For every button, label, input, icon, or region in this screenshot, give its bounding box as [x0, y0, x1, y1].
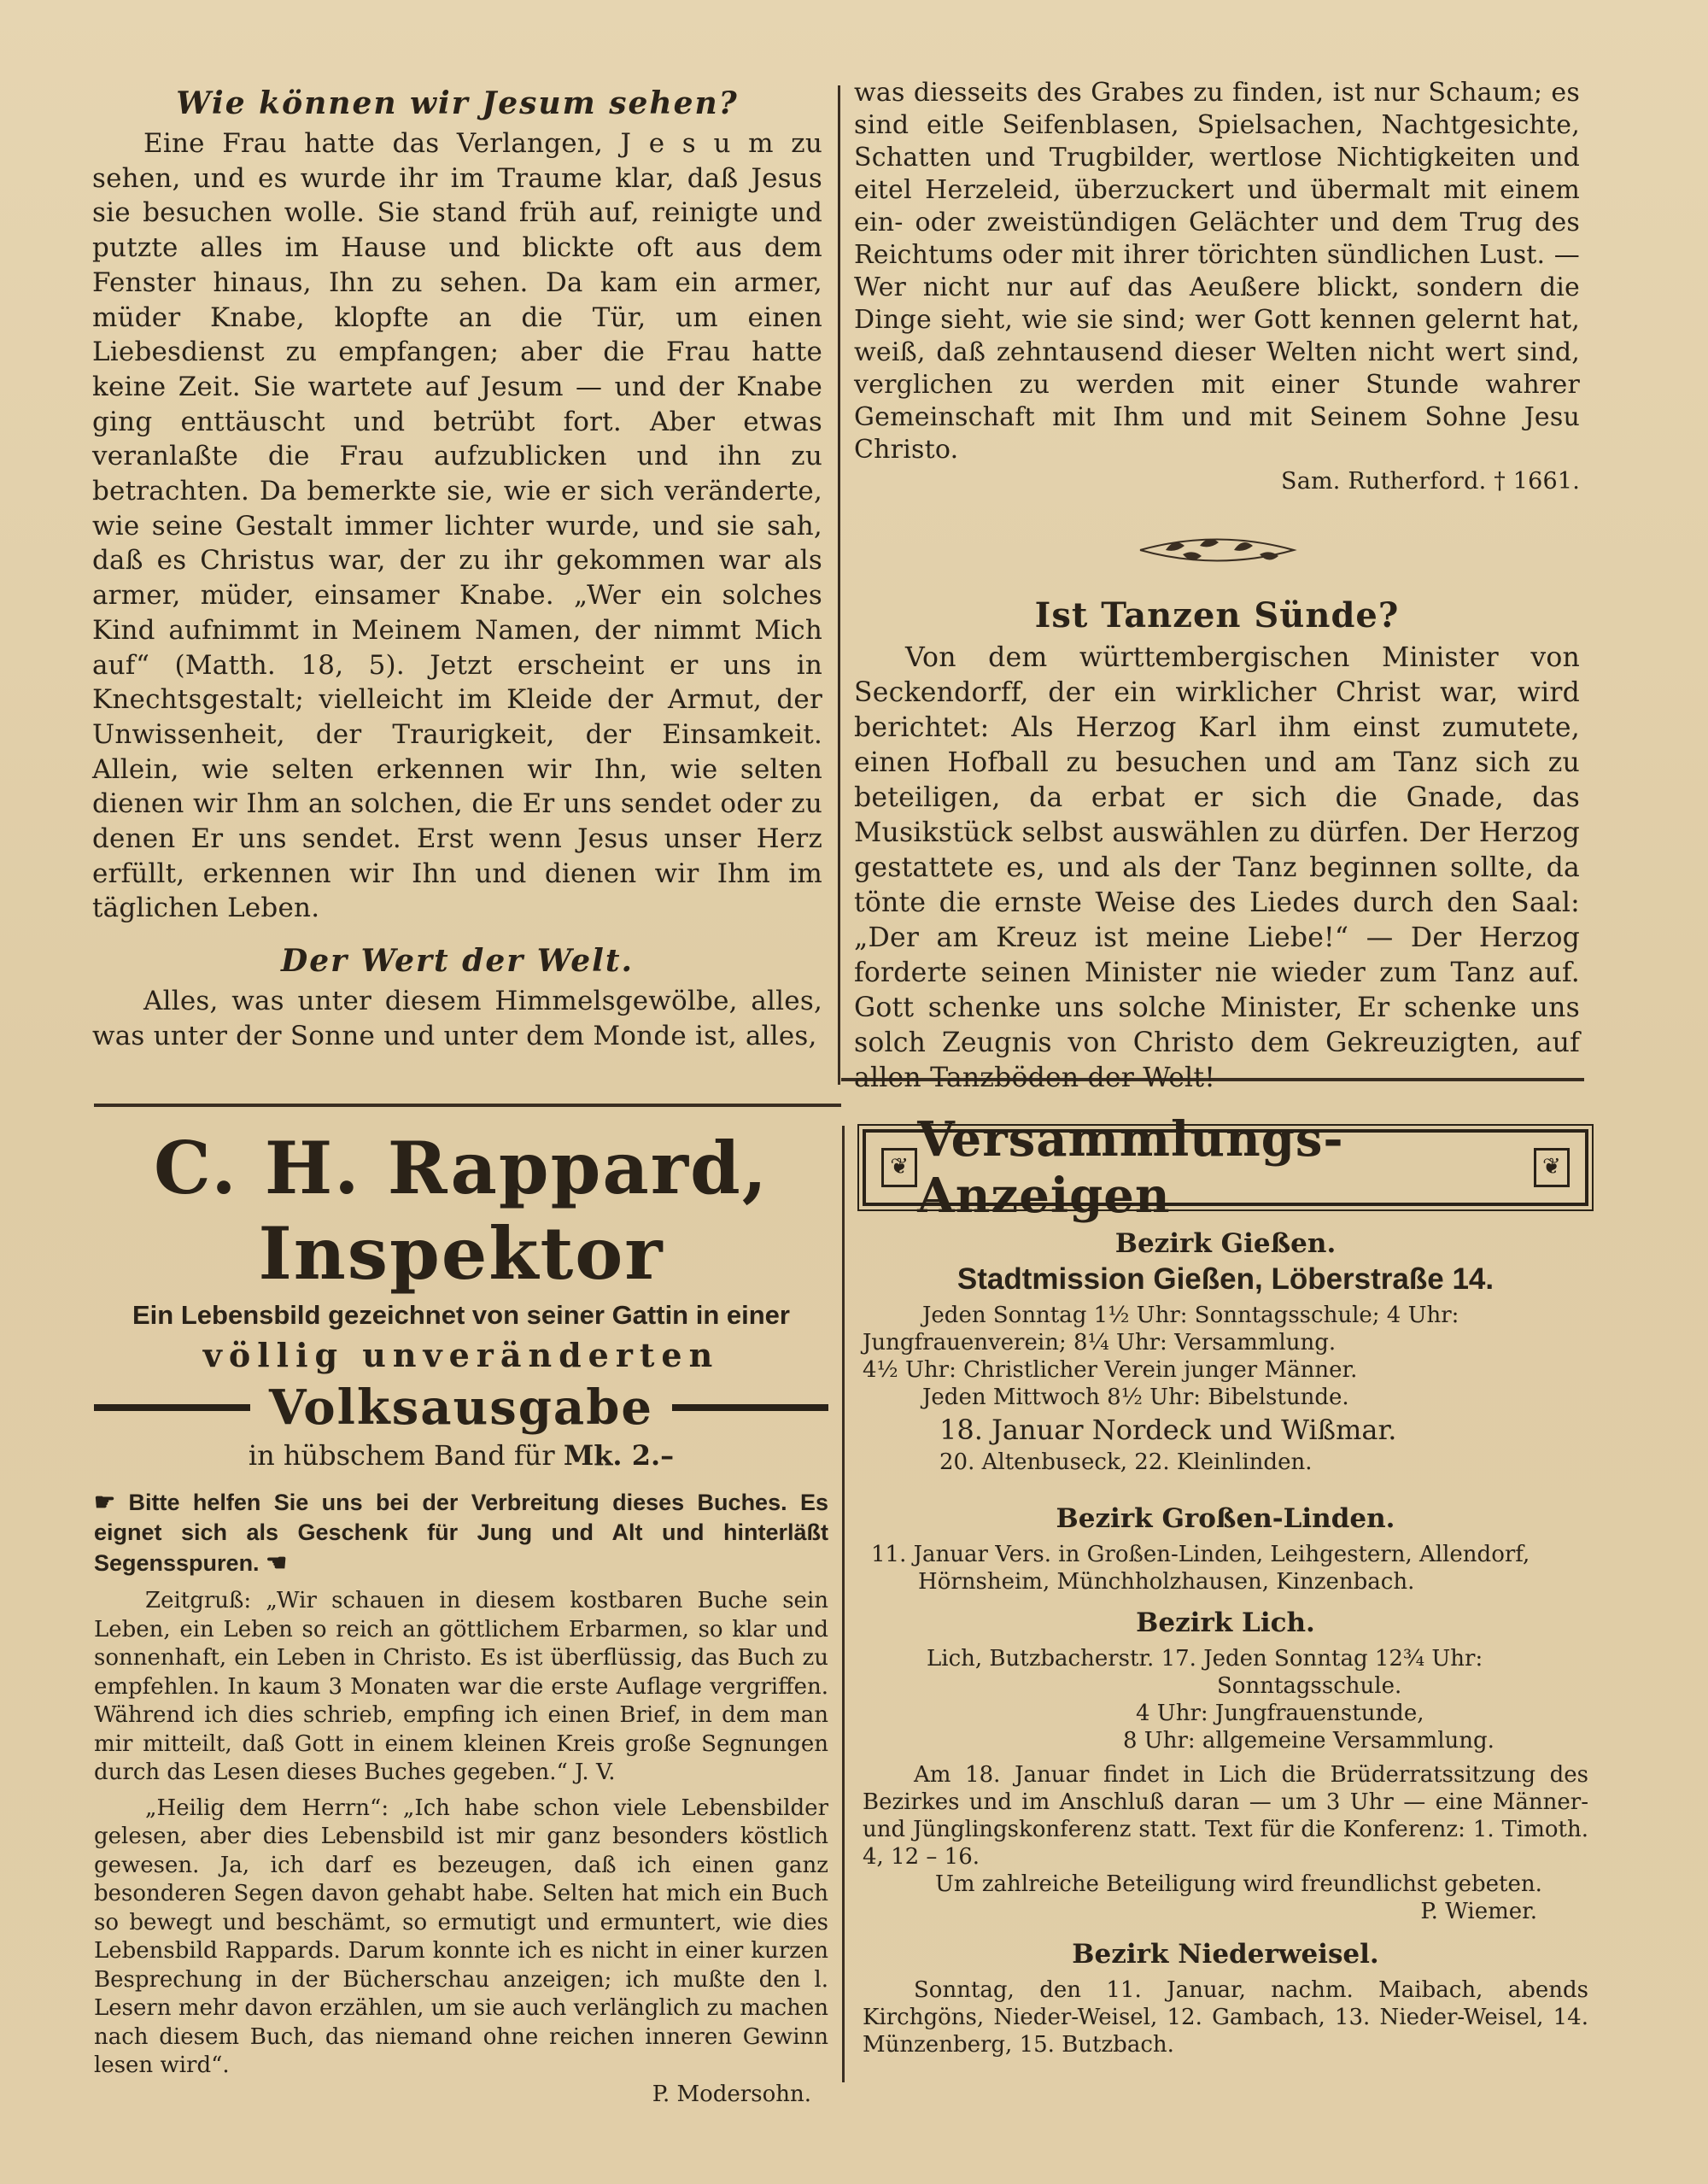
article-author: Sam. Rutherford. † 1661.: [1281, 468, 1580, 495]
ad-price-prefix: in hübschem Band für: [248, 1439, 564, 1472]
article-body: Alles, was unter diesem Himmelsgewölbe, alles, was unter der Sonne und unter dem Monde ist, alles,: [92, 986, 822, 1051]
notice-author: P. Wiemer.: [1420, 1899, 1537, 1924]
notices-title: Versammlungs-Anzeigen: [917, 1111, 1344, 1224]
ad-edition: Volksausgabe: [268, 1379, 653, 1436]
article-title: Ist Tanzen Sünde?: [1034, 594, 1400, 635]
notice-paragraph: Sonntag, den 11. Januar, nachm. Maibach, abends Kirchgöns, Nieder-Weisel, 12. Gambach, 13. Nieder-Weisel, 14. Münzenberg, 15. Butzbach.: [863, 1977, 1588, 2058]
notice-line: 11. Januar Vers. in Großen-Linden, Leihgestern, Allendorf,: [871, 1542, 1530, 1567]
ad-spaced-text: völlig unveränderten: [202, 1336, 720, 1374]
ornament-box-icon: ❦: [1534, 1148, 1570, 1187]
pointing-hand-icon: ☚: [266, 1549, 288, 1576]
edition-rule-left: [94, 1404, 250, 1411]
leaf-ornament-icon: [1132, 520, 1302, 580]
notice-line: Um zahlreiche Beteiligung wird freundlichst gebeten.: [935, 1871, 1542, 1897]
notice-line: Sonntagsschule.: [1217, 1673, 1402, 1699]
article-title: Der Wert der Welt.: [281, 943, 634, 980]
column-rule-top: [838, 85, 840, 1085]
ad-subtitle: Ein Lebensbild gezeichnet von seiner Gattin in einer: [132, 1300, 790, 1330]
article-body: Von dem württembergischen Minister von Seckendorff, der ein wirklicher Christ war, wird berichtet: Als Herzog Karl ihm einst zumutete, einen Hofball zu besuchen und am Tanz sich zu beteiligen, da erbat er sich die Gnade, das Musikstück selbst auswählen zu dürfen. Der Herzog gestattete es, und als der Tanz beginnen sollte, da tönte die ernste Weise des Liedes durch den Saal: „Der am Kreuz ist meine Liebe!“ — Der Herzog forderte seinen Minister nie wieder zum Tanz auf. Gott schenke uns solche Minister, Er schenke uns solch Zeugnis von Christo dem Gekreuzigten, auf allen Tanzböden der Welt!: [854, 641, 1580, 1093]
notice-paragraph: Am 18. Januar findet in Lich die Brüderratssitzung des Bezirkes und im Anschluß daran — um 3 Uhr — eine Männer- und Jünglingskonferenz statt. Text für die Konferenz: 1. Timoth. 4, 12 – 16.: [863, 1762, 1588, 1870]
ad-review: „Heilig dem Herrn“: „Ich habe schon viele Lebensbilder gelesen, aber dies Lebensbild ist mir ganz besonders köstlich gewesen. Ja, ich darf es bezeugen, daß ich einen ganz besonderen Segen davon gehabt habe. Selten hat mich ein Buch so bewegt und beschämt, so ermutigt und ermuntert, wie dies Lebensbild Rappards. Darum konnte ich es nicht in einer kurzen Besprechung in der Bücherschau anzeigen; ich mußte den l. Lesern mehr davon erzählen, um sie auch verlänglich zu machen nach diesem Buch, das niemand ohne reichen inneren Gewinn lesen wird“.: [94, 1795, 828, 2078]
edition-rule-right: [672, 1404, 828, 1411]
ad-review-author: P. Modersohn.: [652, 2081, 811, 2107]
notice-line: Jungfrauenverein; 8¼ Uhr: Versammlung.: [863, 1330, 1337, 1355]
ad-price: Mk. 2.–: [563, 1439, 675, 1472]
ad-price-line: [94, 1439, 828, 1472]
district-heading: Bezirk Gießen.: [1114, 1228, 1337, 1259]
meeting-notices: [863, 1111, 1588, 2058]
district-heading: Bezirk Großen-Linden.: [1056, 1503, 1395, 1534]
article-wert-der-welt-continued: [854, 77, 1580, 1096]
notice-line: Jeden Mittwoch 8½ Uhr: Bibelstunde.: [922, 1385, 1349, 1410]
book-advertisement: [94, 1126, 828, 2109]
notice-line: 20. Altenbuseck, 22. Kleinlinden.: [939, 1449, 1313, 1475]
notices-title-box: [863, 1111, 1588, 1224]
notice-line: Jeden Sonntag 1½ Uhr: Sonntagsschule; 4 Uhr:: [922, 1303, 1459, 1328]
article-title: Wie können wir Jesum sehen?: [176, 85, 739, 121]
column-rule-bottom: [842, 1126, 845, 2082]
pointing-hand-icon: ☛: [94, 1489, 116, 1515]
notice-line: 18. Januar Nordeck und Wißmar.: [939, 1414, 1397, 1446]
ornament-box-icon: ❦: [881, 1148, 917, 1187]
article-jesum-sehen: [92, 85, 822, 1054]
notice-line: 8 Uhr: allgemeine Versammlung.: [1123, 1728, 1494, 1754]
article-body: Eine Frau hatte das Verlangen, J e s u m zu sehen, und es wurde ihr im Traume klar, daß Jesus sie besuchen wolle. Sie stand früh auf, reinigte und putzte alles im Hause und blickte oft aus dem Fenster hinaus, Ihn zu sehen. Da kam ein armer, müder Knabe, klopfte an die Tür, um einen Liebesdienst zu empfangen; aber die Frau hatte keine Zeit. Sie wartete auf Jesum — und der Knabe ging enttäuscht und betrübt fort. Aber etwas veranlaßte die Frau aufzublicken und ihn zu betrachten. Da bemerkte sie, wie er sich veränderte, wie seine Gestalt immer lichter wurde, und sie sah, daß es Christus war, der zu ihr gekommen war als armer, müder, einsamer Knabe. „Wer ein solches Kind aufnimmt in Meinem Namen, der nimmt Mich auf“ (Matth. 18, 5). Jetzt erscheint er uns in Knechtsgestalt; vielleicht im Kleide der Armut, der Unwissenheit, der Traurigkeit, der Einsamkeit. Allein, wie selten erkennen wir Ihn, wie selten dienen wir Ihm an solchen, die Er uns sendet oder zu denen Er uns sendet. Erst wenn Jesus unser Herz erfüllt, erkennen wir Ihn und dienen wir Ihm im täglichen Leben.: [92, 128, 822, 924]
ornament: [854, 520, 1580, 583]
notice-line: Hörnsheim, Münchholzhausen, Kinzenbach.: [918, 1569, 1415, 1595]
notice-line: Lich, Butzbacherstr. 17. Jeden Sonntag 12¾ Uhr:: [927, 1646, 1483, 1672]
district-heading: Bezirk Lich.: [1136, 1607, 1315, 1638]
notice-line: 4 Uhr: Jungfrauenstunde,: [1136, 1701, 1424, 1726]
article-body: was diesseits des Grabes zu finden, ist nur Schaum; es sind eitle Seifenblasen, Spielsachen, Nachtgesichte, Schatten und Trugbilder, wertlose Nichtigkeiten und eitel Herzeleid, überzuckert und übermalt mit einem ein- oder zweistündigen Gelächter und dem Trug des Reichtums oder mit ihrer törichten sündlichen Lust. — Wer nicht nur auf das Aeußere blickt, sondern die Dinge sieht, wie sie sind; wer Gott kennen gelernt hat, weiß, daß zehntausend dieser Welten nicht wert sind, verglichen zu werden mit einer Stunde wahrer Gemeinschaft mit Ihm und mit Seinem Sohne Jesu Christo.: [854, 78, 1580, 465]
ad-plea-block: [94, 1487, 828, 1578]
notice-line: 4½ Uhr: Christlicher Verein junger Männer.: [863, 1357, 1358, 1383]
district-subheading: Stadtmission Gießen, Löberstraße 14.: [956, 1262, 1494, 1296]
ad-edition-row: [94, 1379, 828, 1436]
ad-title: C. H. Rappard, Inspektor: [153, 1126, 769, 1296]
ad-plea: Bitte helfen Sie uns bei der Verbreitung dieses Buches. Es eignet sich als Geschenk für Jung und Alt und hinterläßt Segensspuren.: [94, 1490, 828, 1576]
district-heading: Bezirk Niederweisel.: [1072, 1939, 1379, 1970]
ad-review: Zeitgruß: „Wir schauen in diesem kostbaren Buche sein Leben, ein Leben so reich an göttlichem Erbarmen, so klar und sonnenhaft, ein Leben in Christo. Es ist überflüssig, das Buch zu empfehlen. In kaum 3 Monaten war die erste Auflage vergriffen. Während ich dies schrieb, empfing ich einen Brief, in dem man mir mitteilt, daß Gott in einem kleinen Kreis große Segnungen durch das Lesen dieses Buches gegeben.“ J. V.: [94, 1588, 828, 1785]
section-rule-left: [94, 1104, 841, 1107]
